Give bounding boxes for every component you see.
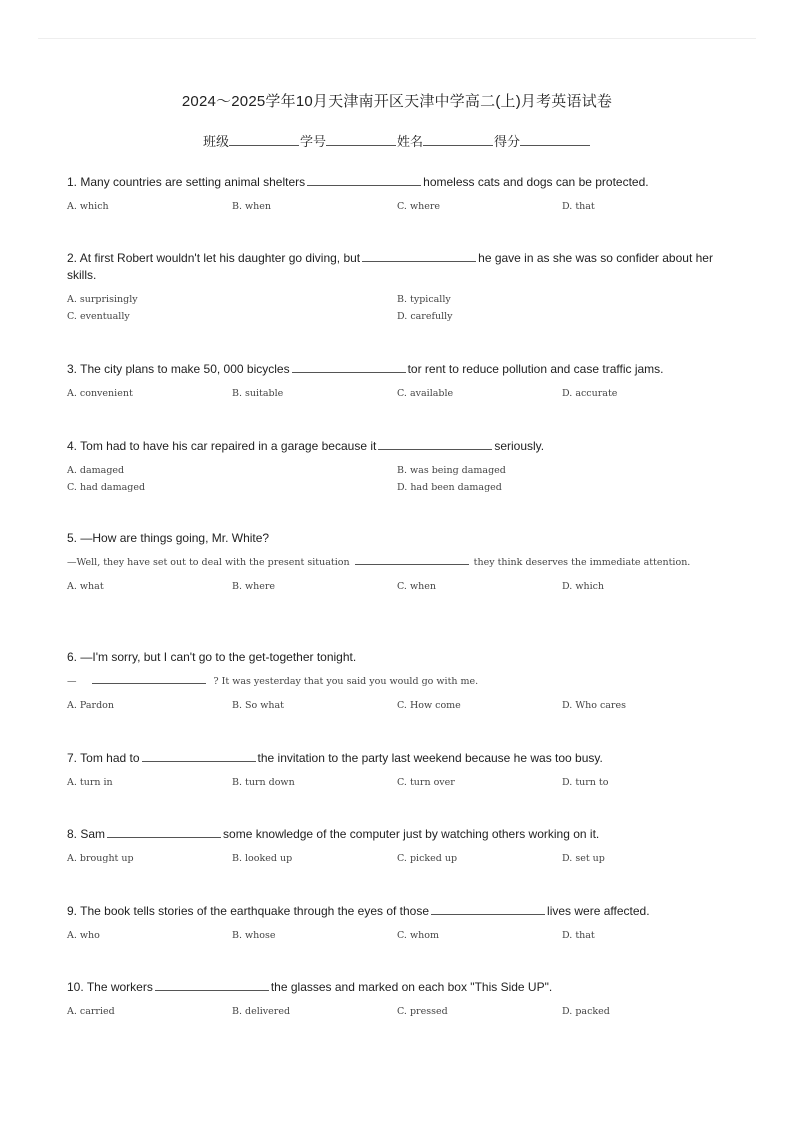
option-d[interactable]: D. Who cares — [562, 700, 626, 711]
option-a[interactable]: A. damaged — [67, 465, 125, 476]
answer-blank[interactable] — [355, 552, 469, 565]
options — [67, 198, 727, 215]
option-c[interactable]: C. had damaged — [67, 482, 146, 493]
question-1 — [67, 173, 727, 215]
option-d[interactable]: D. set up — [562, 853, 605, 864]
options — [67, 774, 727, 791]
option-a[interactable]: A. convenient — [67, 388, 133, 399]
reply-text-after: ? It was yesterday that you said you would go with me. — [213, 676, 479, 687]
options — [67, 697, 727, 714]
stem-text-before: The city plans to make 50, 000 bicycles — [80, 362, 290, 376]
option-d[interactable]: D. packed — [562, 1006, 610, 1017]
answer-blank[interactable] — [92, 671, 206, 684]
question-number: 9. — [67, 904, 78, 918]
options — [67, 1003, 727, 1020]
stem-text-after: the invitation to the party last weekend because he was too busy. — [257, 751, 603, 765]
stem-text-after: the glasses and marked on each box "This Side UP". — [270, 980, 553, 994]
option-d[interactable]: D. that — [562, 930, 595, 941]
options — [67, 578, 727, 595]
question-stem — [67, 749, 727, 767]
student-id-blank[interactable] — [326, 133, 396, 146]
student-id-field — [300, 131, 397, 150]
option-c[interactable]: C. How come — [397, 700, 461, 711]
option-b[interactable]: B. where — [232, 581, 276, 592]
option-a[interactable]: A. carried — [67, 1006, 115, 1017]
answer-blank[interactable] — [378, 437, 492, 450]
answer-blank[interactable] — [431, 902, 545, 915]
option-b[interactable]: B. delivered — [232, 1006, 291, 1017]
stem-text-after: lives were affected. — [547, 904, 650, 918]
question-number: 8. — [67, 827, 78, 841]
option-c[interactable]: C. pressed — [397, 1006, 448, 1017]
stem-text-before: Many countries are setting animal shelters — [80, 175, 306, 189]
stem-text-after: he gave in as she was so confider about her skills. — [67, 251, 713, 282]
option-b[interactable]: B. was being damaged — [397, 465, 506, 476]
option-a[interactable]: A. Pardon — [67, 700, 114, 711]
option-c[interactable]: C. where — [397, 201, 441, 212]
option-c[interactable]: C. when — [397, 581, 436, 592]
answer-blank[interactable] — [155, 978, 269, 991]
question-stem — [67, 825, 727, 843]
question-7 — [67, 749, 727, 791]
question-stem — [67, 173, 727, 191]
question-stem — [67, 649, 727, 666]
question-number: 1. — [67, 175, 78, 189]
score-field — [494, 131, 591, 150]
options — [67, 850, 727, 867]
option-b[interactable]: B. whose — [232, 930, 276, 941]
option-a[interactable]: A. turn in — [67, 777, 113, 788]
answer-blank[interactable] — [142, 749, 256, 762]
question-9 — [67, 902, 727, 944]
option-b[interactable]: B. when — [232, 201, 272, 212]
reply-text-after: they think deserves the immediate attention. — [473, 557, 691, 568]
option-a[interactable]: A. brought up — [67, 853, 134, 864]
answer-blank[interactable] — [307, 173, 421, 186]
option-d[interactable]: D. which — [562, 581, 605, 592]
stem-text-before: The book tells stories of the earthquake through the eyes of those — [80, 904, 430, 918]
option-d[interactable]: D. turn to — [562, 777, 609, 788]
option-b[interactable]: B. looked up — [232, 853, 293, 864]
options — [67, 927, 727, 944]
option-d[interactable]: D. that — [562, 201, 595, 212]
question-4 — [67, 437, 727, 496]
option-b[interactable]: B. typically — [397, 294, 451, 305]
option-c[interactable]: C. turn over — [397, 777, 455, 788]
option-b[interactable]: B. So what — [232, 700, 284, 711]
top-divider — [38, 38, 756, 39]
stem-text: —I'm sorry, but I can't go to the get-together tonight. — [80, 650, 357, 664]
exam-title: 2024～2025学年10月天津南开区天津中学高二(上)月考英语试卷 — [181, 93, 613, 110]
question-number: 5. — [67, 531, 78, 545]
question-2 — [67, 249, 727, 325]
name-blank[interactable] — [423, 133, 493, 146]
option-c[interactable]: C. picked up — [397, 853, 458, 864]
options — [67, 291, 727, 325]
name-label: 姓名 — [397, 134, 424, 149]
option-c[interactable]: C. eventually — [67, 311, 130, 322]
option-a[interactable]: A. who — [67, 930, 100, 941]
dialogue-reply — [67, 671, 727, 690]
answer-blank[interactable] — [107, 825, 221, 838]
stem-text: —How are things going, Mr. White? — [80, 531, 270, 545]
stem-text-after: homeless cats and dogs can be protected. — [423, 175, 649, 189]
options — [67, 462, 727, 496]
option-d[interactable]: D. had been damaged — [397, 482, 502, 493]
question-stem — [67, 249, 727, 284]
option-a[interactable]: A. surprisingly — [67, 294, 138, 305]
option-c[interactable]: C. whom — [397, 930, 439, 941]
question-number: 7. — [67, 751, 78, 765]
score-blank[interactable] — [520, 133, 590, 146]
option-a[interactable]: A. what — [67, 581, 104, 592]
option-d[interactable]: D. carefully — [397, 311, 453, 322]
dialogue-reply — [67, 552, 727, 571]
option-b[interactable]: B. suitable — [232, 388, 284, 399]
class-label: 班级 — [202, 134, 229, 149]
stem-text-before: Tom had to — [80, 751, 140, 765]
question-number: 6. — [67, 650, 78, 664]
option-d[interactable]: D. accurate — [562, 388, 618, 399]
question-number: 3. — [67, 362, 78, 376]
question-stem — [67, 360, 727, 378]
question-stem — [67, 902, 727, 920]
stem-text-before: At first Robert wouldn't let his daughter go diving, but — [79, 251, 361, 265]
student-info-line — [0, 131, 794, 150]
name-field — [397, 131, 494, 150]
option-c[interactable]: C. available — [397, 388, 454, 399]
question-10 — [67, 978, 727, 1020]
stem-text-after: seriously. — [494, 439, 545, 453]
question-stem — [67, 978, 727, 996]
option-a[interactable]: A. which — [67, 201, 109, 212]
question-3 — [67, 360, 727, 402]
option-b[interactable]: B. turn down — [232, 777, 295, 788]
question-number: 4. — [67, 439, 78, 453]
question-number: 10. — [67, 980, 84, 994]
question-number: 2. — [67, 251, 78, 265]
stem-text-before: The workers — [86, 980, 153, 994]
question-8 — [67, 825, 727, 867]
reply-text-before: —Well, they have set out to deal with the present situation — [67, 557, 350, 568]
reply-text-before: — — [67, 676, 77, 687]
question-6 — [67, 649, 727, 714]
score-label: 得分 — [494, 134, 521, 149]
question-stem — [67, 530, 727, 547]
class-blank[interactable] — [229, 133, 299, 146]
stem-text-after: some knowledge of the computer just by watching others working on it. — [223, 827, 600, 841]
question-stem — [67, 437, 727, 455]
options — [67, 385, 727, 402]
question-5 — [67, 530, 727, 595]
student-id-label: 学号 — [299, 134, 326, 149]
stem-text-before: Sam — [80, 827, 106, 841]
stem-text-before: Tom had to have his car repaired in a garage because it — [80, 439, 377, 453]
answer-blank[interactable] — [362, 249, 476, 262]
answer-blank[interactable] — [292, 360, 406, 373]
class-field — [203, 131, 300, 150]
stem-text-after: tor rent to reduce pollution and case traffic jams. — [407, 362, 664, 376]
